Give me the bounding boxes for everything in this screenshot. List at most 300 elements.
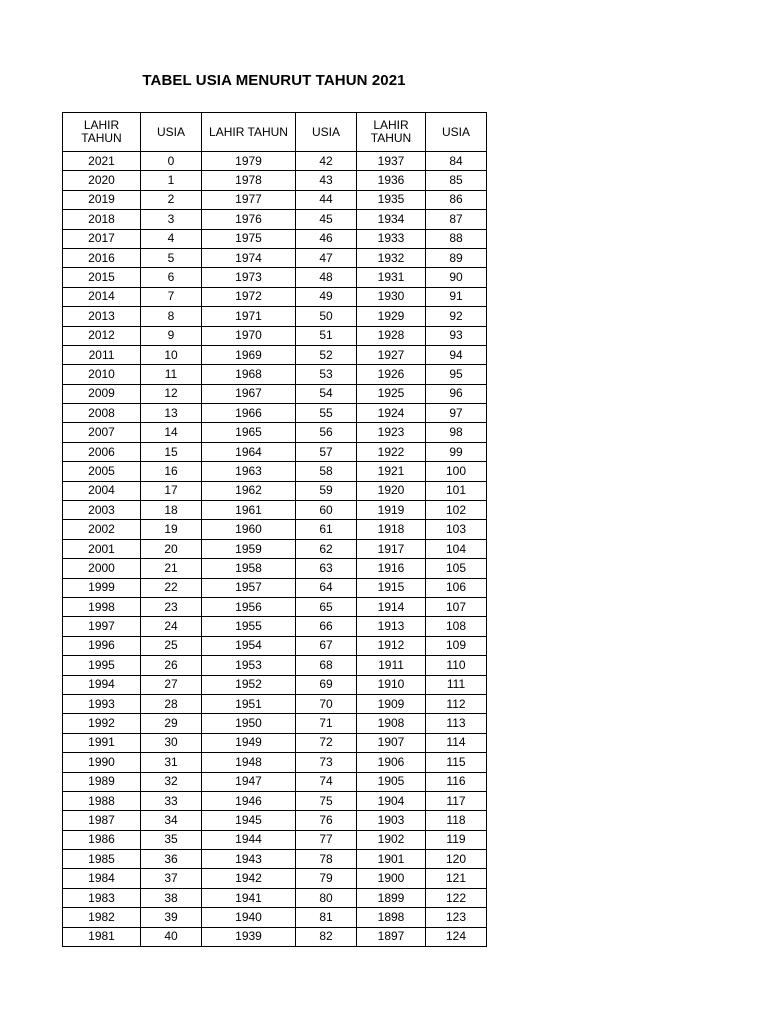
- lahir-tahun-cell: 1994: [63, 675, 141, 694]
- usia-cell: 118: [426, 811, 487, 830]
- lahir-tahun-cell: 1974: [202, 248, 296, 267]
- lahir-tahun-cell: 1927: [357, 345, 426, 364]
- lahir-tahun-cell: 1976: [202, 210, 296, 229]
- table-body: [63, 152, 487, 947]
- lahir-tahun-cell: 2018: [63, 210, 141, 229]
- lahir-tahun-cell: 1935: [357, 190, 426, 209]
- table-row: [63, 307, 487, 326]
- table-row: [63, 694, 487, 713]
- usia-cell: 54: [296, 384, 357, 403]
- usia-cell: 91: [426, 287, 487, 306]
- lahir-tahun-cell: 1961: [202, 501, 296, 520]
- usia-cell: 93: [426, 326, 487, 345]
- table-row: [63, 733, 487, 752]
- usia-cell: 105: [426, 559, 487, 578]
- lahir-tahun-cell: 1923: [357, 423, 426, 442]
- usia-cell: 120: [426, 850, 487, 869]
- usia-cell: 60: [296, 501, 357, 520]
- usia-cell: 9: [141, 326, 202, 345]
- table-row: [63, 462, 487, 481]
- usia-cell: 40: [141, 927, 202, 946]
- lahir-tahun-cell: 1912: [357, 636, 426, 655]
- usia-cell: 123: [426, 908, 487, 927]
- usia-cell: 103: [426, 520, 487, 539]
- lahir-tahun-cell: 1964: [202, 442, 296, 461]
- lahir-tahun-cell: 1985: [63, 850, 141, 869]
- lahir-tahun-cell: 1983: [63, 888, 141, 907]
- header-usia-3: [426, 113, 487, 152]
- table-row: [63, 384, 487, 403]
- lahir-tahun-cell: 1999: [63, 578, 141, 597]
- lahir-tahun-cell: 1996: [63, 636, 141, 655]
- usia-cell: 62: [296, 539, 357, 558]
- usia-cell: 122: [426, 888, 487, 907]
- usia-cell: 57: [296, 442, 357, 461]
- usia-cell: 38: [141, 888, 202, 907]
- table-row: [63, 656, 487, 675]
- usia-cell: 5: [141, 248, 202, 267]
- lahir-tahun-cell: 1918: [357, 520, 426, 539]
- usia-cell: 70: [296, 694, 357, 713]
- lahir-tahun-cell: 1977: [202, 190, 296, 209]
- table-row: [63, 423, 487, 442]
- lahir-tahun-cell: 2005: [63, 462, 141, 481]
- lahir-tahun-cell: 1989: [63, 772, 141, 791]
- usia-cell: 19: [141, 520, 202, 539]
- usia-cell: 107: [426, 597, 487, 616]
- lahir-tahun-cell: 2007: [63, 423, 141, 442]
- usia-cell: 55: [296, 404, 357, 423]
- lahir-tahun-cell: 1951: [202, 694, 296, 713]
- lahir-tahun-cell: 1984: [63, 869, 141, 888]
- usia-cell: 96: [426, 384, 487, 403]
- lahir-tahun-cell: 1998: [63, 597, 141, 616]
- usia-cell: 90: [426, 268, 487, 287]
- usia-cell: 110: [426, 656, 487, 675]
- lahir-tahun-cell: 2000: [63, 559, 141, 578]
- lahir-tahun-cell: 1990: [63, 753, 141, 772]
- lahir-tahun-cell: 2008: [63, 404, 141, 423]
- lahir-tahun-cell: 1932: [357, 248, 426, 267]
- usia-cell: 8: [141, 307, 202, 326]
- table-row: [63, 501, 487, 520]
- usia-cell: 67: [296, 636, 357, 655]
- lahir-tahun-cell: 1908: [357, 714, 426, 733]
- usia-cell: 92: [426, 307, 487, 326]
- usia-cell: 124: [426, 927, 487, 946]
- table-row: [63, 287, 487, 306]
- table-row: [63, 268, 487, 287]
- lahir-tahun-cell: 1937: [357, 152, 426, 171]
- usia-cell: 47: [296, 248, 357, 267]
- lahir-tahun-cell: 2012: [63, 326, 141, 345]
- lahir-tahun-cell: 1945: [202, 811, 296, 830]
- usia-cell: 66: [296, 617, 357, 636]
- table-row: [63, 675, 487, 694]
- usia-cell: 115: [426, 753, 487, 772]
- lahir-tahun-cell: 1931: [357, 268, 426, 287]
- lahir-tahun-cell: 1975: [202, 229, 296, 248]
- lahir-tahun-cell: 1970: [202, 326, 296, 345]
- lahir-tahun-cell: 1925: [357, 384, 426, 403]
- table-row: [63, 772, 487, 791]
- lahir-tahun-cell: 2013: [63, 307, 141, 326]
- table-row: [63, 210, 487, 229]
- lahir-tahun-cell: 2004: [63, 481, 141, 500]
- table-row: [63, 714, 487, 733]
- usia-cell: 28: [141, 694, 202, 713]
- lahir-tahun-cell: 1924: [357, 404, 426, 423]
- usia-cell: 86: [426, 190, 487, 209]
- usia-cell: 109: [426, 636, 487, 655]
- lahir-tahun-cell: 1939: [202, 927, 296, 946]
- lahir-tahun-cell: 1944: [202, 830, 296, 849]
- header-label: LAHIR TAHUN: [209, 124, 288, 139]
- usia-cell: 10: [141, 345, 202, 364]
- usia-cell: 97: [426, 404, 487, 423]
- lahir-tahun-cell: 1897: [357, 927, 426, 946]
- usia-cell: 49: [296, 287, 357, 306]
- usia-cell: 45: [296, 210, 357, 229]
- usia-cell: 17: [141, 481, 202, 500]
- usia-cell: 52: [296, 345, 357, 364]
- age-table: [62, 112, 487, 947]
- usia-cell: 94: [426, 345, 487, 364]
- lahir-tahun-cell: 1919: [357, 501, 426, 520]
- table-row: [63, 365, 487, 384]
- lahir-tahun-cell: 1957: [202, 578, 296, 597]
- header-row: [63, 113, 487, 152]
- lahir-tahun-cell: 1940: [202, 908, 296, 927]
- lahir-tahun-cell: 1899: [357, 888, 426, 907]
- lahir-tahun-cell: 1910: [357, 675, 426, 694]
- usia-cell: 114: [426, 733, 487, 752]
- usia-cell: 33: [141, 791, 202, 810]
- lahir-tahun-cell: 2015: [63, 268, 141, 287]
- usia-cell: 0: [141, 152, 202, 171]
- usia-cell: 108: [426, 617, 487, 636]
- lahir-tahun-cell: 1955: [202, 617, 296, 636]
- lahir-tahun-cell: 1997: [63, 617, 141, 636]
- lahir-tahun-cell: 2019: [63, 190, 141, 209]
- usia-cell: 20: [141, 539, 202, 558]
- lahir-tahun-cell: 1928: [357, 326, 426, 345]
- lahir-tahun-cell: 1949: [202, 733, 296, 752]
- lahir-tahun-cell: 1926: [357, 365, 426, 384]
- usia-cell: 29: [141, 714, 202, 733]
- usia-cell: 77: [296, 830, 357, 849]
- lahir-tahun-cell: 1981: [63, 927, 141, 946]
- usia-cell: 6: [141, 268, 202, 287]
- lahir-tahun-cell: 1986: [63, 830, 141, 849]
- usia-cell: 121: [426, 869, 487, 888]
- table-row: [63, 229, 487, 248]
- usia-cell: 23: [141, 597, 202, 616]
- lahir-tahun-cell: 1898: [357, 908, 426, 927]
- usia-cell: 71: [296, 714, 357, 733]
- usia-cell: 39: [141, 908, 202, 927]
- usia-cell: 1: [141, 171, 202, 190]
- header-lahir-tahun-3: [357, 113, 426, 152]
- lahir-tahun-cell: 1966: [202, 404, 296, 423]
- lahir-tahun-cell: 1991: [63, 733, 141, 752]
- lahir-tahun-cell: 1982: [63, 908, 141, 927]
- usia-cell: 106: [426, 578, 487, 597]
- usia-cell: 81: [296, 908, 357, 927]
- table-row: [63, 908, 487, 927]
- lahir-tahun-cell: 1992: [63, 714, 141, 733]
- header-label: LAHIR TAHUN: [81, 118, 122, 145]
- lahir-tahun-cell: 1953: [202, 656, 296, 675]
- usia-cell: 11: [141, 365, 202, 384]
- usia-cell: 100: [426, 462, 487, 481]
- lahir-tahun-cell: 1902: [357, 830, 426, 849]
- usia-cell: 56: [296, 423, 357, 442]
- usia-cell: 65: [296, 597, 357, 616]
- header-lahir-tahun-1: [63, 113, 141, 152]
- usia-cell: 7: [141, 287, 202, 306]
- usia-cell: 4: [141, 229, 202, 248]
- usia-cell: 16: [141, 462, 202, 481]
- lahir-tahun-cell: 1959: [202, 539, 296, 558]
- lahir-tahun-cell: 2010: [63, 365, 141, 384]
- lahir-tahun-cell: 1972: [202, 287, 296, 306]
- usia-cell: 51: [296, 326, 357, 345]
- lahir-tahun-cell: 1911: [357, 656, 426, 675]
- usia-cell: 25: [141, 636, 202, 655]
- usia-cell: 21: [141, 559, 202, 578]
- table-row: [63, 520, 487, 539]
- usia-cell: 13: [141, 404, 202, 423]
- table-row: [63, 927, 487, 946]
- lahir-tahun-cell: 2002: [63, 520, 141, 539]
- table-row: [63, 869, 487, 888]
- table-row: [63, 753, 487, 772]
- lahir-tahun-cell: 1947: [202, 772, 296, 791]
- usia-cell: 30: [141, 733, 202, 752]
- usia-cell: 87: [426, 210, 487, 229]
- lahir-tahun-cell: 1987: [63, 811, 141, 830]
- lahir-tahun-cell: 1900: [357, 869, 426, 888]
- usia-cell: 46: [296, 229, 357, 248]
- header-label: USIA: [311, 124, 340, 139]
- usia-cell: 98: [426, 423, 487, 442]
- table-row: [63, 171, 487, 190]
- lahir-tahun-cell: 1934: [357, 210, 426, 229]
- lahir-tahun-cell: 1930: [357, 287, 426, 306]
- usia-cell: 64: [296, 578, 357, 597]
- usia-cell: 18: [141, 501, 202, 520]
- lahir-tahun-cell: 1979: [202, 152, 296, 171]
- usia-cell: 95: [426, 365, 487, 384]
- usia-cell: 12: [141, 384, 202, 403]
- usia-cell: 35: [141, 830, 202, 849]
- table-row: [63, 442, 487, 461]
- table-row: [63, 248, 487, 267]
- table-row: [63, 830, 487, 849]
- usia-cell: 116: [426, 772, 487, 791]
- usia-cell: 22: [141, 578, 202, 597]
- lahir-tahun-cell: 1954: [202, 636, 296, 655]
- lahir-tahun-cell: 2009: [63, 384, 141, 403]
- usia-cell: 102: [426, 501, 487, 520]
- lahir-tahun-cell: 1907: [357, 733, 426, 752]
- lahir-tahun-cell: 1948: [202, 753, 296, 772]
- lahir-tahun-cell: 1968: [202, 365, 296, 384]
- lahir-tahun-cell: 2003: [63, 501, 141, 520]
- lahir-tahun-cell: 2001: [63, 539, 141, 558]
- usia-cell: 37: [141, 869, 202, 888]
- usia-cell: 74: [296, 772, 357, 791]
- usia-cell: 113: [426, 714, 487, 733]
- lahir-tahun-cell: 1904: [357, 791, 426, 810]
- usia-cell: 79: [296, 869, 357, 888]
- usia-cell: 61: [296, 520, 357, 539]
- lahir-tahun-cell: 1916: [357, 559, 426, 578]
- usia-cell: 44: [296, 190, 357, 209]
- usia-cell: 88: [426, 229, 487, 248]
- lahir-tahun-cell: 1960: [202, 520, 296, 539]
- usia-cell: 111: [426, 675, 487, 694]
- table-row: [63, 811, 487, 830]
- table-row: [63, 578, 487, 597]
- table-row: [63, 539, 487, 558]
- usia-cell: 68: [296, 656, 357, 675]
- table-row: [63, 345, 487, 364]
- lahir-tahun-cell: 2017: [63, 229, 141, 248]
- lahir-tahun-cell: 1929: [357, 307, 426, 326]
- lahir-tahun-cell: 1956: [202, 597, 296, 616]
- usia-cell: 84: [426, 152, 487, 171]
- lahir-tahun-cell: 1973: [202, 268, 296, 287]
- lahir-tahun-cell: 1921: [357, 462, 426, 481]
- table-row: [63, 326, 487, 345]
- header-usia-2: [296, 113, 357, 152]
- lahir-tahun-cell: 1963: [202, 462, 296, 481]
- table-row: [63, 888, 487, 907]
- usia-cell: 26: [141, 656, 202, 675]
- lahir-tahun-cell: 1905: [357, 772, 426, 791]
- table-row: [63, 850, 487, 869]
- usia-cell: 24: [141, 617, 202, 636]
- lahir-tahun-cell: 2014: [63, 287, 141, 306]
- table-row: [63, 190, 487, 209]
- lahir-tahun-cell: 1914: [357, 597, 426, 616]
- lahir-tahun-cell: 1952: [202, 675, 296, 694]
- lahir-tahun-cell: 1903: [357, 811, 426, 830]
- usia-cell: 59: [296, 481, 357, 500]
- usia-cell: 48: [296, 268, 357, 287]
- lahir-tahun-cell: 1901: [357, 850, 426, 869]
- usia-cell: 117: [426, 791, 487, 810]
- usia-cell: 63: [296, 559, 357, 578]
- lahir-tahun-cell: 2011: [63, 345, 141, 364]
- usia-cell: 85: [426, 171, 487, 190]
- lahir-tahun-cell: 2006: [63, 442, 141, 461]
- lahir-tahun-cell: 1978: [202, 171, 296, 190]
- lahir-tahun-cell: 1943: [202, 850, 296, 869]
- table-header: [63, 113, 487, 152]
- lahir-tahun-cell: 1969: [202, 345, 296, 364]
- header-label: USIA: [156, 124, 185, 139]
- usia-cell: 89: [426, 248, 487, 267]
- usia-cell: 78: [296, 850, 357, 869]
- usia-cell: 82: [296, 927, 357, 946]
- usia-cell: 27: [141, 675, 202, 694]
- usia-cell: 101: [426, 481, 487, 500]
- lahir-tahun-cell: 1920: [357, 481, 426, 500]
- usia-cell: 73: [296, 753, 357, 772]
- usia-cell: 32: [141, 772, 202, 791]
- header-label: USIA: [441, 124, 470, 139]
- table-row: [63, 152, 487, 171]
- lahir-tahun-cell: 1965: [202, 423, 296, 442]
- lahir-tahun-cell: 1950: [202, 714, 296, 733]
- header-lahir-tahun-2: [202, 113, 296, 152]
- lahir-tahun-cell: 1936: [357, 171, 426, 190]
- usia-cell: 104: [426, 539, 487, 558]
- lahir-tahun-cell: 2021: [63, 152, 141, 171]
- lahir-tahun-cell: 1909: [357, 694, 426, 713]
- lahir-tahun-cell: 1917: [357, 539, 426, 558]
- usia-cell: 50: [296, 307, 357, 326]
- usia-cell: 2: [141, 190, 202, 209]
- page-title: TABEL USIA MENURUT TAHUN 2021: [142, 72, 406, 89]
- lahir-tahun-cell: 2016: [63, 248, 141, 267]
- table-row: [63, 597, 487, 616]
- usia-cell: 43: [296, 171, 357, 190]
- usia-cell: 58: [296, 462, 357, 481]
- lahir-tahun-cell: 1942: [202, 869, 296, 888]
- usia-cell: 69: [296, 675, 357, 694]
- lahir-tahun-cell: 2020: [63, 171, 141, 190]
- lahir-tahun-cell: 1946: [202, 791, 296, 810]
- lahir-tahun-cell: 1988: [63, 791, 141, 810]
- usia-cell: 80: [296, 888, 357, 907]
- table-row: [63, 404, 487, 423]
- usia-cell: 99: [426, 442, 487, 461]
- header-label: LAHIR TAHUN: [370, 118, 412, 145]
- table-row: [63, 617, 487, 636]
- table-row: [63, 559, 487, 578]
- lahir-tahun-cell: 1922: [357, 442, 426, 461]
- lahir-tahun-cell: 1971: [202, 307, 296, 326]
- usia-cell: 36: [141, 850, 202, 869]
- usia-cell: 119: [426, 830, 487, 849]
- lahir-tahun-cell: 1995: [63, 656, 141, 675]
- lahir-tahun-cell: 1915: [357, 578, 426, 597]
- lahir-tahun-cell: 1958: [202, 559, 296, 578]
- lahir-tahun-cell: 1941: [202, 888, 296, 907]
- table-row: [63, 791, 487, 810]
- usia-cell: 53: [296, 365, 357, 384]
- usia-cell: 42: [296, 152, 357, 171]
- usia-cell: 72: [296, 733, 357, 752]
- lahir-tahun-cell: 1993: [63, 694, 141, 713]
- lahir-tahun-cell: 1962: [202, 481, 296, 500]
- usia-cell: 15: [141, 442, 202, 461]
- usia-cell: 75: [296, 791, 357, 810]
- table-row: [63, 481, 487, 500]
- usia-cell: 14: [141, 423, 202, 442]
- lahir-tahun-cell: 1906: [357, 753, 426, 772]
- lahir-tahun-cell: 1967: [202, 384, 296, 403]
- usia-cell: 34: [141, 811, 202, 830]
- usia-cell: 76: [296, 811, 357, 830]
- table-row: [63, 636, 487, 655]
- lahir-tahun-cell: 1913: [357, 617, 426, 636]
- usia-cell: 3: [141, 210, 202, 229]
